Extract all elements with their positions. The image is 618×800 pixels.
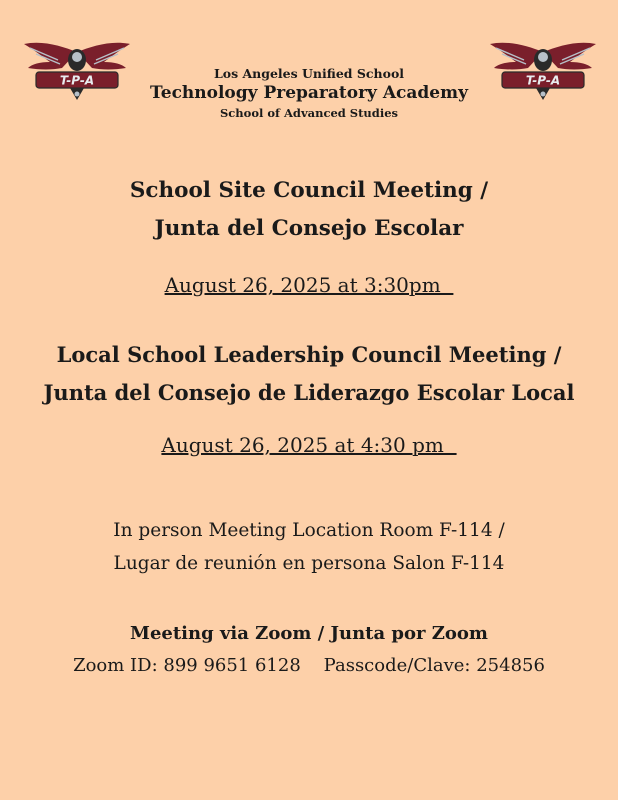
meeting-2-date: August 26, 2025 at 4:30 pm (161, 433, 457, 457)
school-header (0, 66, 618, 122)
meeting-1-title-line-2: Junta del Consejo Escolar (154, 216, 464, 241)
meeting-1 (0, 172, 618, 248)
zoom-id: Zoom ID: 899 9651 6128 (73, 655, 301, 676)
location-line-1: In person Meeting Location Room F-114 / (113, 520, 505, 541)
logo-text: T-P-A (525, 73, 561, 88)
meeting-2-title-line-1: Local School Leadership Council Meeting / (56, 342, 562, 367)
zoom-details (0, 650, 618, 682)
meeting-location (0, 514, 618, 580)
meeting-2 (0, 336, 618, 412)
school-subtitle: School of Advanced Studies (219, 106, 398, 120)
zoom-heading: Meeting via Zoom / Junta por Zoom (130, 623, 488, 644)
logo-text: T-P-A (59, 73, 95, 88)
school-name: Technology Preparatory Academy (150, 83, 468, 103)
meeting-1-date-block (0, 270, 618, 300)
meeting-2-title-line-2: Junta del Consejo de Liderazgo Escolar Local (43, 380, 575, 405)
meeting-1-date: August 26, 2025 at 3:30pm (164, 273, 454, 297)
meeting-2-date-block (0, 430, 618, 460)
district-name: Los Angeles Unified School (213, 66, 405, 81)
zoom-info (0, 618, 618, 682)
location-line-2: Lugar de reunión en persona Salon F-114 (113, 553, 505, 574)
zoom-passcode: Passcode/Clave: 254856 (323, 655, 545, 676)
meeting-1-title-line-1: School Site Council Meeting / (129, 178, 489, 203)
